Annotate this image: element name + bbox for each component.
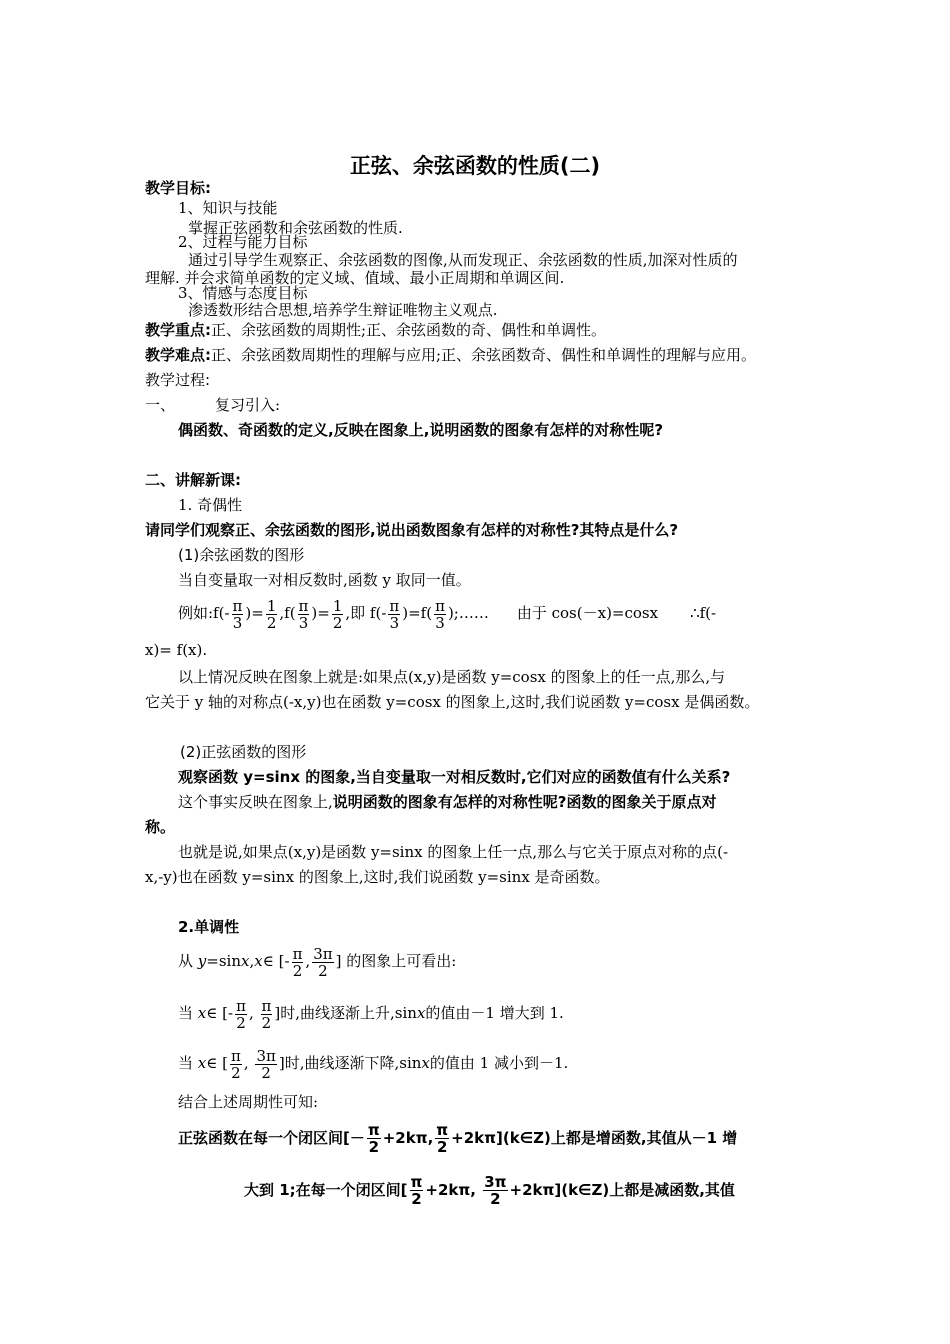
monotonicity-heading: 2.单调性 xyxy=(178,918,240,936)
sine-fact-plain: 这个事实反映在图象上, xyxy=(178,793,333,811)
objective-3-heading: 3、情感与态度目标 xyxy=(178,284,308,302)
key-points xyxy=(145,320,606,340)
parity-question: 请同学们观察正、余弦函数的图形,说出函数图象有怎样的对称性?其特点是什么? xyxy=(145,521,679,539)
cosine-paragraph-1: 以上情况反映在图象上就是:如果点(x,y)是函数 y=cosx 的图象上的任一点,那么,与 xyxy=(178,668,726,686)
cosine-graph-heading: (1)余弦函数的图形 xyxy=(178,546,305,564)
fraction-pi-over-2: $\frac{\pi}{2}$ xyxy=(410,1173,423,1208)
page-title: 正弦、余弦函数的性质(二) xyxy=(349,154,601,178)
monotonic-from-line: 从 y=sinx,x∈ [- $\frac{\pi}{2}$ , $\frac{3\pi}{2}$ ] 的图象上可看出: xyxy=(178,944,457,980)
fraction-3pi-over-2: $\frac{3\pi}{2}$ xyxy=(313,944,333,980)
fraction-pi-over-2: $\frac{\pi}{2}$ xyxy=(367,1121,380,1156)
key-points-text: 正、余弦函数的周期性;正、余弦函数的奇、偶性和单调性。 xyxy=(211,321,607,339)
decreasing-line: 当 x∈ [ $\frac{\pi}{2}$ , $\frac{3\pi}{2}$ ]时,曲线逐渐下降,sinx的值由 1 减小到－1. xyxy=(178,1046,569,1082)
section-1-title: 复习引入: xyxy=(215,396,281,414)
objectives-label: 教学目标: xyxy=(145,179,211,197)
sine-fact-bold: 说明函数的图象有怎样的对称性呢?函数的图象关于原点对 xyxy=(332,793,717,811)
sine-question: 观察函数 y=sinx 的图象,当自变量取一对相反数时,它们对应的函数值有什么关系? xyxy=(178,768,731,786)
fraction-pi-over-2: $\frac{\pi}{2}$ xyxy=(436,1121,449,1156)
objective-2-heading: 2、过程与能力目标 xyxy=(178,233,308,251)
fraction-pi-over-3: $\frac{\pi}{3}$ xyxy=(232,596,243,632)
fraction-1-over-2: $\frac{1}{2}$ xyxy=(332,596,343,632)
fraction-1-over-2: $\frac{1}{2}$ xyxy=(266,596,277,632)
objective-2-text-1: 通过引导学生观察正、余弦函数的图像,从而发现正、余弦函数的性质,加深对性质的 xyxy=(188,251,738,269)
fraction-3pi-over-2: $\frac{3\pi}{2}$ xyxy=(256,1046,276,1082)
difficult-points-label: 教学难点: xyxy=(145,346,211,364)
increasing-line: 当 x∈ [- $\frac{\pi}{2}$ , $\frac{\pi}{2}$ ]时,曲线逐渐上升,sinx的值由－1 增大到 1. xyxy=(178,996,564,1032)
sine-fact-cont: 称。 xyxy=(145,818,176,836)
conclusion-line-2: 大到 1;在每一个闭区间[ $\frac{\pi}{2}$ +2kπ, $\frac{3\pi}{2}$ +2kπ](k∈Z)上都是减函数,其值 xyxy=(244,1173,735,1208)
cosine-text-1: 当自变量取一对相反数时,函数 y 取同一值。 xyxy=(178,571,471,589)
section-1-number: 一、 xyxy=(145,396,176,414)
cosine-paragraph-2: 它关于 y 轴的对称点(-x,y)也在函数 y=cosx 的图象上,这时,我们说函数 y=cosx 是偶函数。 xyxy=(145,693,760,711)
sine-fact xyxy=(178,792,717,812)
objective-2-text-2: 理解. 并会求简单函数的定义域、值域、最小正周期和单调区间. xyxy=(145,269,565,287)
process-label: 教学过程: xyxy=(145,371,211,389)
sine-paragraph-1: 也就是说,如果点(x,y)是函数 y=sinx 的图象上任一点,那么与它关于原点对称的点(- xyxy=(178,843,729,861)
difficult-points xyxy=(145,345,756,365)
sine-paragraph-2: x,-y)也在函数 y=sinx 的图象上,这时,我们说函数 y=sinx 是奇函数。 xyxy=(145,868,610,886)
since-text: 由于 cos(－x)=cosx xyxy=(516,604,659,622)
objective-1-heading: 1、知识与技能 xyxy=(178,199,278,217)
fraction-pi-over-3: $\frac{\pi}{3}$ xyxy=(435,596,445,632)
section-2-heading: 二、讲解新课: xyxy=(145,471,241,489)
objective-3-text: 渗透数形结合思想,培养学生辩证唯物主义观点. xyxy=(188,301,498,319)
review-question: 偶函数、奇函数的定义,反映在图象上,说明函数的图象有怎样的对称性呢? xyxy=(178,421,664,439)
conclusion-line-1: 正弦函数在每一个闭区间[－ $\frac{\pi}{2}$ +2kπ, $\frac{\pi}{2}$ +2kπ](k∈Z)上都是增函数,其值从－1 增 xyxy=(178,1121,738,1156)
difficult-points-text: 正、余弦函数周期性的理解与应用;正、余弦函数奇、偶性和单调性的理解与应用。 xyxy=(211,346,757,364)
combine-text: 结合上述周期性可知: xyxy=(178,1093,319,1111)
section-1-heading xyxy=(145,395,280,415)
objective-1-text: 掌握正弦函数和余弦函数的性质. xyxy=(188,219,403,237)
example-lead: 例如:f( xyxy=(178,604,225,622)
fraction-pi-over-2: $\frac{\pi}{2}$ xyxy=(261,996,272,1032)
fraction-pi-over-3: $\frac{\pi}{3}$ xyxy=(298,596,309,632)
cosine-example: 例如:f(- $\frac{\pi}{3}$ )= $\frac{1}{2}$ ,f( $\frac{\pi}{3}$ )= $\frac{1}{2}$ ,即 f(- $\frac{\pi}{3}$ )=f( $\frac{\pi}{3}$ );…… 由于 cos(－x)=cosx ∴f(- xyxy=(178,596,717,632)
fraction-pi-over-3: $\frac{\pi}{3}$ xyxy=(389,596,400,632)
key-points-label: 教学重点: xyxy=(145,321,211,339)
sine-graph-heading: (2)正弦函数的图形 xyxy=(180,743,307,761)
minus-sign: - xyxy=(224,604,230,622)
cosine-example-cont: x)= f(x). xyxy=(145,641,208,659)
fraction-3pi-over-2: $\frac{3\pi}{2}$ xyxy=(484,1173,507,1208)
fraction-pi-over-2: $\frac{\pi}{2}$ xyxy=(236,996,246,1032)
parity-heading: 1. 奇偶性 xyxy=(178,496,243,514)
therefore-text: ∴f(- xyxy=(690,604,717,622)
fraction-pi-over-2: $\frac{\pi}{2}$ xyxy=(231,1046,241,1082)
fraction-pi-over-2: $\frac{\pi}{2}$ xyxy=(292,944,303,980)
